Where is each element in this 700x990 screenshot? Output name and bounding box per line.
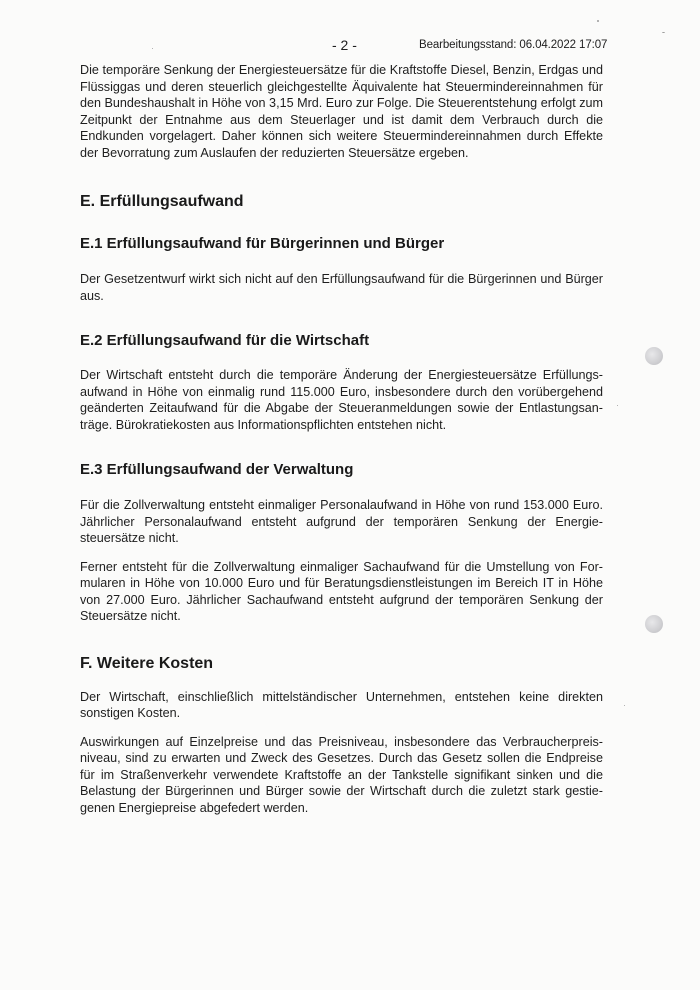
punch-hole-upper	[645, 347, 663, 365]
punch-hole-lower	[645, 615, 663, 633]
page-number: - 2 -	[332, 37, 357, 53]
edit-status: Bearbeitungsstand: 06.04.2022 17:07	[419, 39, 608, 51]
paragraph-e1: Der Gesetzentwurf wirkt sich nicht auf den Erfüllungsaufwand für die Bürgerinnen und Bürger aus.	[80, 272, 603, 303]
heading-e2: E.2 Erfüllungsaufwand für die Wirtschaft	[80, 332, 370, 349]
scan-speck	[617, 405, 618, 406]
paragraph-e2: Der Wirtschaft entsteht durch die temporäre Änderung der Energiesteuersätze Erfüllungsaufwand in Höhe von einmalig rund 115.000 Euro, insbesondere durch den vorübergehend geänderten Zeitaufwand für die Abgabe der Steueranmeldungen sowie der Entlastungsanträge. Bürokratiekosten aus Informationspflichten entstehen nicht.	[80, 368, 603, 432]
document-body	[80, 62, 603, 816]
paragraph-f-1: Der Wirtschaft, einschließlich mittelständischer Unternehmen, entstehen keine direkten sonstigen Kosten.	[80, 689, 603, 720]
heading-e3: E.3 Erfüllungsaufwand der Verwaltung	[80, 461, 354, 478]
paragraph-e3-1: Für die Zollverwaltung entsteht einmaliger Personalaufwand in Höhe von rund 153.000 Euro. Jährlicher Personalaufwand entsteht aufgrund der temporären Senkung der Energiesteuersätze nicht.	[80, 498, 603, 545]
heading-e1: E.1 Erfüllungsaufwand für Bürgerinnen und Bürger	[80, 235, 445, 252]
paragraph-f-2: Auswirkungen auf Einzelpreise und das Preisniveau, insbesondere das Verbraucherpreisniveau, sind zu erwarten und Zweck des Gesetzes. Durch das Gesetz sollen die Endpreise für im Straßenverkehr verwendete Kraftstoffe an der Tankstelle signifikant sinken und die Belastung der Bürgerinnen und Bürger sowie der Wirtschaft durch die zuletzt stark gestiegenen Energiepreise abgefedert werden.	[80, 734, 603, 815]
scan-speck	[662, 32, 665, 33]
heading-e: E. Erfüllungsaufwand	[80, 193, 244, 210]
paragraph-e3-2: Ferner entsteht für die Zollverwaltung einmaliger Sachaufwand für die Umstellung von Formularen in Höhe von 10.000 Euro und für Beratungsdienstleistungen im Bereich IT in Höhe von 27.000 Euro. Jährlicher Sachaufwand entsteht aufgrund der temporären Senkung der Steuersätze nicht.	[80, 559, 603, 623]
scan-speck	[624, 705, 625, 706]
page-header	[0, 37, 700, 57]
heading-f: F. Weitere Kosten	[80, 654, 214, 672]
scan-speck	[597, 20, 599, 22]
intro-paragraph: Die temporäre Senkung der Energiesteuersätze für die Kraftstoffe Diesel, Benzin, Erdgas und Flüssiggas und deren steuerlich gleichgestellte Äquivalente hat Steuermindereinnahmen für den Bundeshaushalt in Höhe von 3,15 Mrd. Euro zur Folge. Die Steuerentstehung erfolgt zum Zeitpunkt der Entnahme aus dem Steuerlager und ist damit dem Verbrauch durch die Endkunden vorgelagert. Daher können sich weitere Steuermindereinnahmen durch Effekte der Bevorratung zum Auslaufen der reduzierten Steuersätze ergeben.	[80, 63, 603, 160]
scan-speck	[152, 48, 153, 49]
